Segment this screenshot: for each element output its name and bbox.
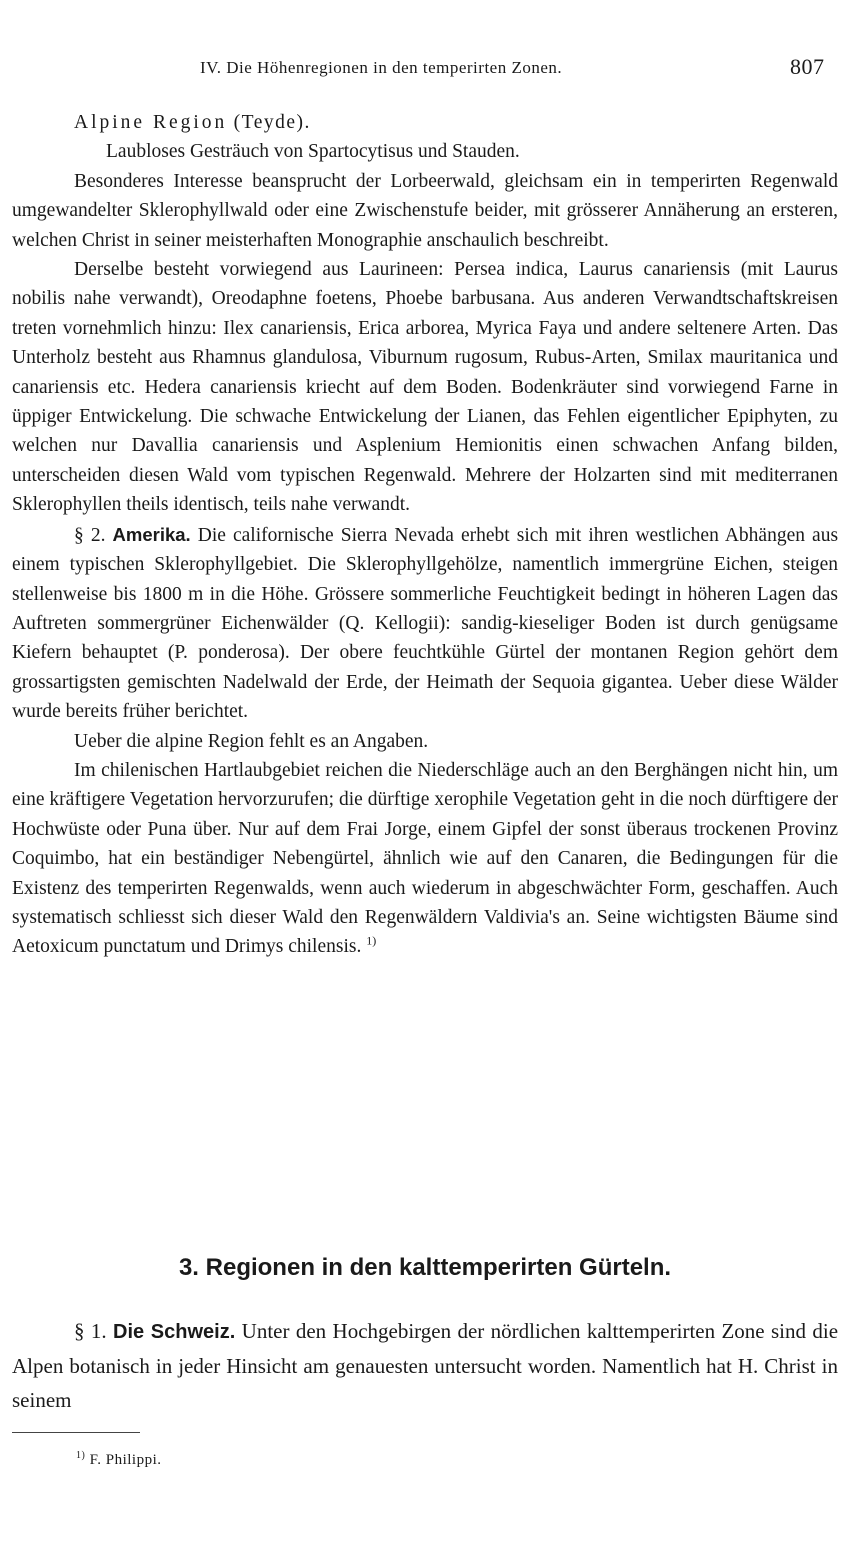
footnote-mark: 1) [76,1450,86,1461]
footnote-text: F. Philippi. [89,1452,162,1468]
running-head-title: IV. Die Höhenregionen in den temperirten Zonen. [200,58,563,77]
footnote-divider [12,1432,140,1433]
section-heading-kalttemperirt: 3. Regionen in den kalttemperirten Gürteln. [178,1254,672,1281]
paragraph-chile [12,756,838,962]
section-number: § 2. [74,524,106,546]
paragraph-schweiz [12,1314,838,1417]
alpine-region-label: Alpine Region [74,112,228,133]
subsection-heading-schweiz: Die Schweiz. [113,1321,236,1343]
section-heading-amerika: Amerika. [112,523,191,545]
paragraph-laurineen: Derselbe besteht vorwiegend aus Laurineen: Persea indica, Laurus canariensis (mit Laurus nobilis nahe verwandt), Oreodaphne foetens, Phoebe barbusana. Aus anderen Verwandtschaftskreisen treten vornehmlich hinzu: Ilex canariensis, Erica arborea, Myrica Faya und andere seltenere Arten. Das Unterholz besteht aus Rhamnus glandulosa, Viburnum rugosum, Rubus-Arten, Smilax mauritanica und canariensis etc. Hedera canariensis kriecht auf dem Boden. Bodenkräuter sind vorwiegend Farne in üppiger Entwickelung. Die schwache Entwickelung der Lianen, das Fehlen eigentlicher Epiphyten, zu welchen nur Davallia canariensis und Asplenium Hemionitis einen schwachen Anfang bilden, unterscheiden diesen Wald vom typischen Regenwald. Mehrere der Holzarten sind mit mediterranen Sklerophyllen theils identisch, teils nahe verwandt. [12,259,838,516]
paragraph-lorbeerwald: Besonderes Interesse beansprucht der Lorbeerwald, gleichsam ein in temperirten Regenwald umgewandelter Sklerophyllwald oder eine Zwischenstufe beider, mit grösserer Annäherung an ersteren, welchen Christ in seiner meisterhaften Monographie anschaulich beschreibt. [12,170,838,251]
body-text [12,108,838,962]
section3-text [12,1314,838,1417]
paragraph-amerika [12,520,838,727]
paragraph-schweiz-text: Unter den Hochgebirgen der nördlichen kalttemperirten Zone sind die Alpen botanisch in jeder Hinsicht am genauesten untersucht worden. Namentlich hat H. Christ in seinem [12,1319,839,1412]
paragraph-alpine-region: Ueber die alpine Region fehlt es an Angaben. [74,730,429,752]
footnote [76,1452,162,1469]
alpine-region-line [12,108,838,137]
footnote-reference: 1) [366,933,377,948]
subsection-number: § 1. [74,1319,107,1343]
paragraph-chile-text: Im chilenischen Hartlaubgebiet reichen die Niederschläge auch an den Berghängen nicht hin, um eine kräftigere Vegetation hervorzurufen; die dürftige xerophile Vegetation geht in die noch dürftigere der Hochwüste oder Puna über. Nur auf dem Frai Jorge, einem Gipfel der sonst überaus trockenen Provinz Coquimbo, hat ein beständiger Nebengürtel, ähnlich wie auf den Canaren, die Bedingungen für die Existenz des temperirten Regenwalds, wenn auch wiederum in abgeschwächter Form, geschaffen. Auch systematisch schliesst sich dieser Wald den Regenwäldern Valdivia's an. Seine wichtigsten Bäume sind Aetoxicum punctatum und Drimys chilensis. [12,759,838,958]
running-head [0,52,850,82]
alpine-region-description: Laubloses Gesträuch von Spartocytisus und Stauden. [106,141,520,163]
paragraph-amerika-text: Die californische Sierra Nevada erhebt sich mit ihren westlichen Abhängen aus einem typischen Sklerophyllgebiet. Die Sklerophyllgehölze, namentlich immergrüne Eichen, steigen stellenweise bis 1800 m in die Höhe. Grössere sommerliche Feuchtigkeit bedingt in höheren Lagen das Auftreten sommergrüner Eichenwälder (Q. Kellogii): sandig-kieseliger Boden ist durch genügsame Kiefern behauptet (P. ponderosa). Der obere feuchtkühle Gürtel der montanen Region gehört dem grossartigsten gemischten Nadelwald der Erde, der Heimath der Sequoia gigantea. Ueber diese Wälder wurde bereits früher berichtet. [12,524,839,723]
page-number: 807 [790,54,825,79]
alpine-region-paren: (Teyde). [233,112,311,133]
